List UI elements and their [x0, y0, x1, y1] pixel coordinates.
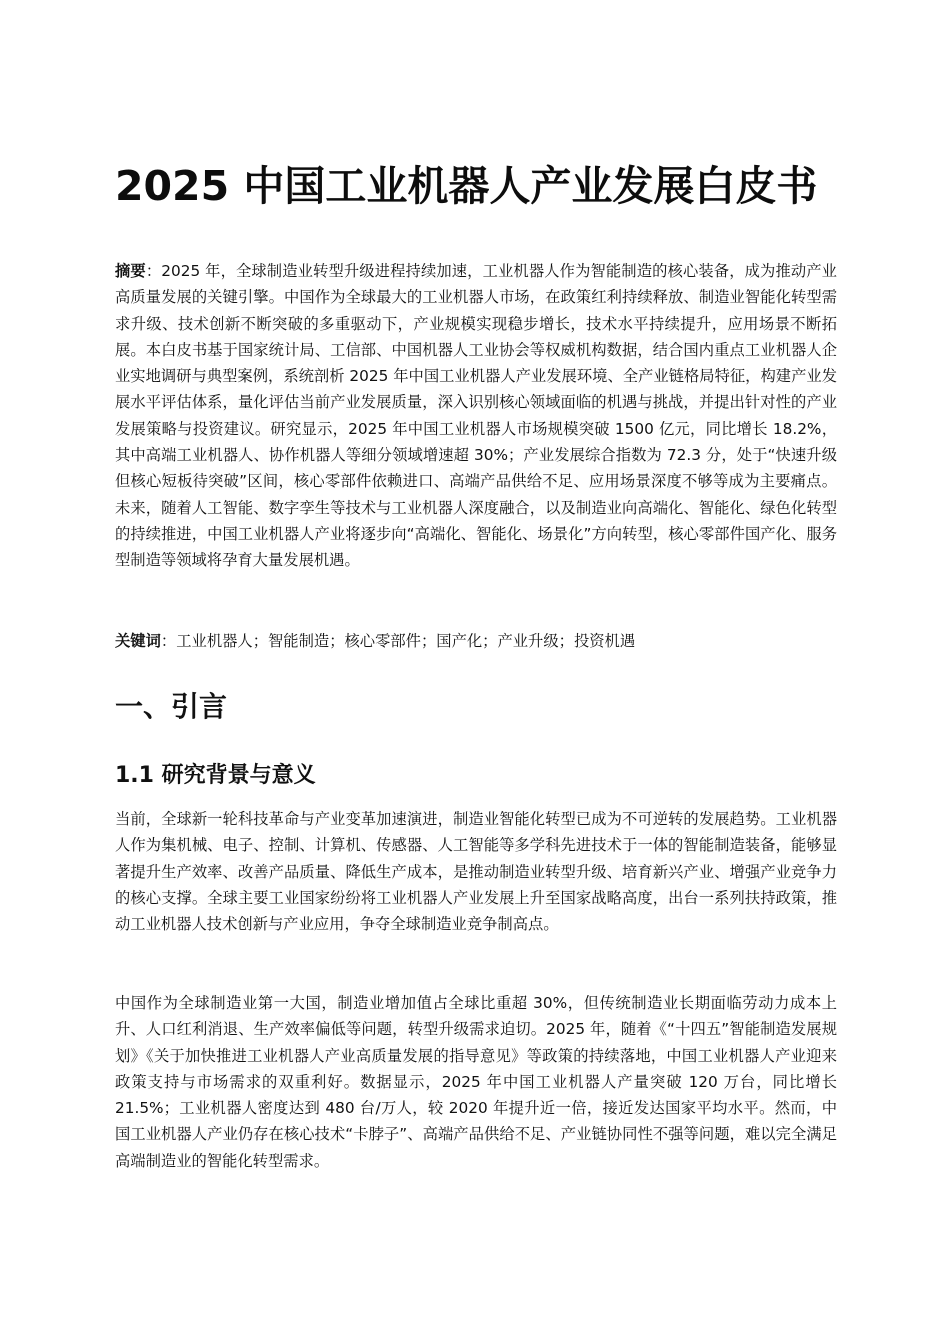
abstract-text: 2025 年，全球制造业转型升级进程持续加速，工业机器人作为智能制造的核心装备，成为推动产业高质量发展的关键引擎。中国作为全球最大的工业机器人市场，在政策红利持续释放、制造业智能化转型需求升级、技术创新不断突破的多重驱动下，产业规模实现稳步增长，技术水平持续提升，应用场景不断拓展。本白皮书基于国家统计局、工信部、中国机器人工业协会等权威机构数据，结合国内重点工业机器人企业实地调研与典型案例，系统剖析 2025 年中国工业机器人产业发展环境、全产业链格局特征，构建产业发展水平评估体系，量化评估当前产业发展质量，深入识别核心领域面临的机遇与挑战，并提出针对性的产业发展策略与投资建议。研究显示，2025 年中国工业机器人市场规模突破 1500 亿元，同比增长 18.2%，其中高端工业机器人、协作机器人等细分领域增速超 30%；产业发展综合指数为 72.3 分，处于“快速升级但核心短板待突破”区间，核心零部件依赖进口、高端产品供给不足、应用场景深度不够等成为主要痛点。未来，随着人工智能、数字孪生等技术与工业机器人深度融合，以及制造业向高端化、智能化、绿色化转型的持续推进，中国工业机器人产业将逐步向“高端化、智能化、场景化”方向转型，核心零部件国产化、服务型制造等领域将孕育大量发展机遇。 [115, 262, 837, 570]
section-heading-introduction: 一、引言 [115, 690, 228, 723]
body-paragraph: 中国作为全球制造业第一大国，制造业增加值占全球比重超 30%，但传统制造业长期面临劳动力成本上升、人口红利消退、生产效率偏低等问题，转型升级需求迫切。2025 年，随着《“十四五”智能制造发展规划》《关于加快推进工业机器人产业高质量发展的指导意见》等政策的持续落地，中国工业机器人产业迎来政策支持与市场需求的双重利好。数据显示，2025 年中国工业机器人产量突破 120 万台，同比增长 21.5%；工业机器人密度达到 480 台/万人，较 2020 年提升近一倍，接近发达国家平均水平。然而，中国工业机器人产业仍存在核心技术“卡脖子”、高端产品供给不足、产业链协同性不强等问题，难以完全满足高端制造业的智能化转型需求。 [115, 994, 837, 1170]
keywords-paragraph [115, 628, 837, 654]
body-paragraph: 当前，全球新一轮科技革命与产业变革加速演进，制造业智能化转型已成为不可逆转的发展趋势。工业机器人作为集机械、电子、控制、计算机、传感器、人工智能等多学科先进技术于一体的智能制造装备，能够显著提升生产效率、改善产品质量、降低生产成本，是推动制造业转型升级、培育新兴产业、增强产业竞争力的核心支撑。全球主要工业国家纷纷将工业机器人产业发展上升至国家战略高度，出台一系列扶持政策，推动工业机器人技术创新与产业应用，争夺全球制造业竞争制高点。 [115, 810, 837, 934]
abstract-separator: ： [145, 262, 162, 280]
subsection-heading-background: 1.1 研究背景与意义 [115, 763, 316, 788]
keywords-text: 工业机器人；智能制造；核心零部件；国产化；产业升级；投资机遇 [176, 632, 636, 650]
abstract-label: 摘要 [115, 262, 146, 280]
abstract-paragraph [115, 258, 837, 574]
keywords-label: 关键词 [115, 632, 161, 650]
document-title: 2025 中国工业机器人产业发展白皮书 [115, 162, 818, 210]
keywords-separator: ： [160, 632, 177, 650]
